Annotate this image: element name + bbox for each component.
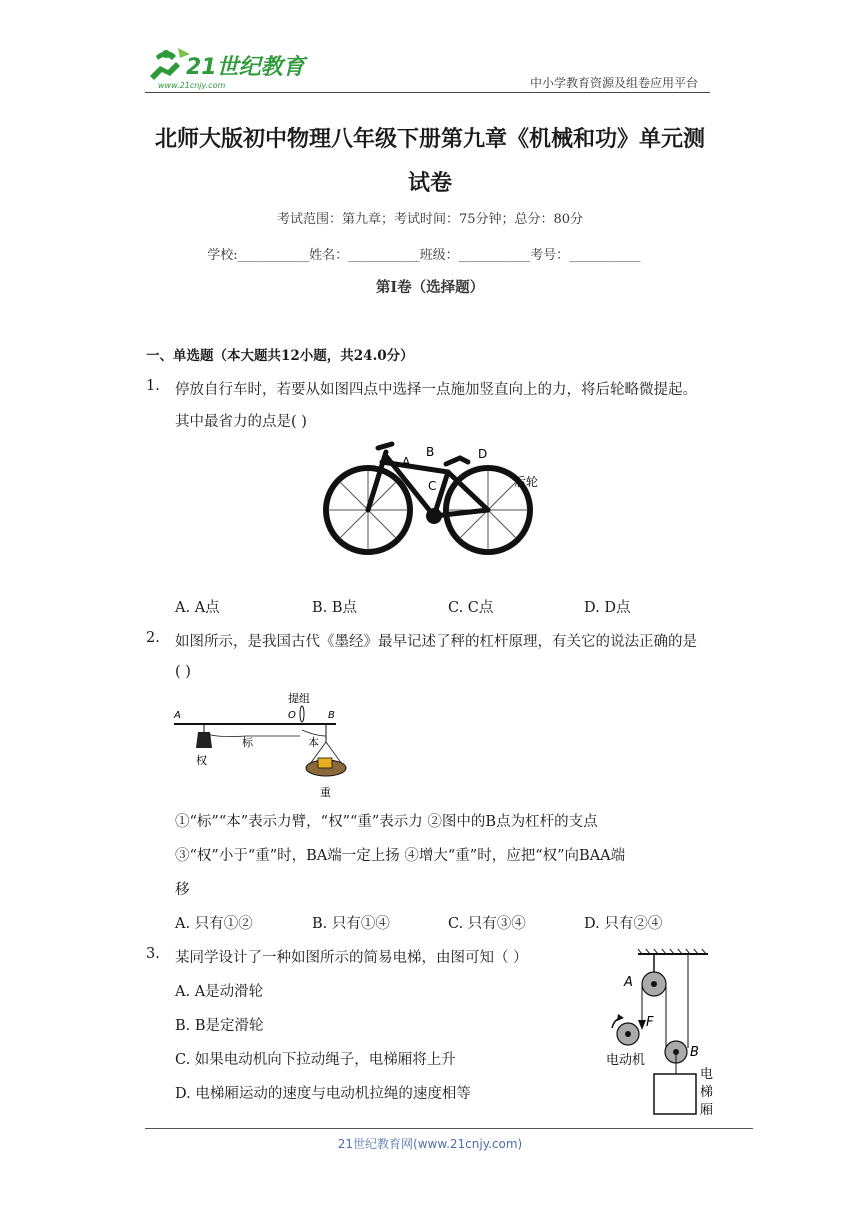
q3-stem-line1: 某同学设计了一种如图所示的简易电梯，由图可知（ ） (175, 950, 528, 966)
q3-option-d[interactable]: D. 电梯厢运动的速度与电动机拉绳的速度相等 (175, 1086, 471, 1102)
q2-statement-line2: ③“权”小于“重”时，BA端一定上扬 ④增大“重”时，应把“权”向BAA端 (175, 848, 626, 864)
q2-label-biao: 标 (242, 736, 253, 749)
q2-option-b[interactable]: B. 只有①④ (312, 916, 390, 932)
q2-label-tizu: 提组 (288, 692, 310, 705)
q1-number: 1. (146, 378, 160, 394)
logo-text: 21世纪教育 (186, 55, 305, 80)
q2-option-c[interactable]: C. 只有③④ (448, 916, 526, 932)
q2-stem-line2: ( ) (175, 664, 191, 680)
steelyard-figure (170, 688, 350, 802)
q3-label-car1: 电 (700, 1067, 714, 1082)
q1-label-rear: 后轮 (514, 475, 539, 489)
volume-title: 第I卷（选择题） (375, 279, 485, 296)
footer-link[interactable]: 21世纪教育网(www.21cnjy.com) (337, 1137, 523, 1151)
q2-label-zhong: 重 (320, 786, 331, 799)
q2-statement-line1: ①“标”“本”表示力臂，“权”“重”表示力 ②图中的B点为杠杆的支点 (175, 814, 598, 830)
q2-label-a: A (174, 710, 181, 721)
bicycle-figure (316, 436, 546, 556)
q3-label-motor: 电动机 (606, 1053, 646, 1068)
q3-option-c[interactable]: C. 如果电动机向下拉动绳子，电梯厢将上升 (175, 1052, 456, 1068)
logo-url: www.21cnjy.com (158, 81, 226, 90)
q1-option-a[interactable]: A. A点 (175, 600, 220, 616)
header-divider (145, 92, 710, 93)
q1-option-d[interactable]: D. D点 (584, 600, 631, 616)
q3-label-car3: 厢 (700, 1103, 714, 1118)
footer-divider (145, 1128, 753, 1129)
q1-option-b[interactable]: B. B点 (312, 600, 358, 616)
section-title: 一、单选题（本大题共12小题，共24.0分） (146, 348, 414, 364)
q1-label-b: B (426, 445, 435, 459)
q2-label-b: B (328, 710, 335, 721)
q1-label-a: A (402, 455, 411, 469)
q2-stem-line1: 如图所示，是我国古代《墨经》最早记述了秤的杠杆原理，有关它的说法正确的是 (175, 634, 697, 650)
q1-label-c: C (428, 479, 437, 493)
q3-label-a: A (624, 975, 633, 990)
logo-runner-icon (142, 44, 312, 92)
q3-label-car2: 梯 (700, 1085, 714, 1100)
q2-label-ben: 本 (308, 736, 319, 749)
q1-stem-line2: 其中最省力的点是( ) (175, 414, 307, 430)
q2-statement-line3: 移 (175, 882, 190, 898)
q2-label-o: O (288, 710, 296, 721)
q3-option-b[interactable]: B. B是定滑轮 (175, 1018, 264, 1034)
elevator-figure (604, 948, 720, 1120)
page-title-line2: 试卷 (407, 171, 452, 196)
q3-label-f: F (646, 1015, 654, 1030)
q1-stem-line1: 停放自行车时，若要从如图四点中选择一点施加竖直向上的力，将后轮略微提起。 (175, 382, 697, 398)
q1-option-c[interactable]: C. C点 (448, 600, 494, 616)
q3-number: 3. (146, 946, 160, 962)
q2-label-quan: 权 (196, 754, 207, 767)
q3-label-b: B (690, 1045, 699, 1060)
exam-info: 考试范围：第九章；考试时间：75分钟；总分：80分 (276, 212, 584, 227)
q2-option-d[interactable]: D. 只有②④ (584, 916, 663, 932)
q1-label-d: D (478, 447, 488, 461)
q3-option-a[interactable]: A. A是动滑轮 (175, 984, 264, 1000)
logo (142, 44, 312, 92)
page-title-line1: 北师大版初中物理八年级下册第九章《机械和功》单元测 (154, 127, 705, 152)
platform-name: 中小学教育资源及组卷应用平台 (530, 76, 699, 90)
q2-number: 2. (146, 630, 160, 646)
q2-option-a[interactable]: A. 只有①② (175, 916, 253, 932)
student-fields: 学校:___________姓名：___________班级：___________考号：___________ (207, 248, 641, 263)
